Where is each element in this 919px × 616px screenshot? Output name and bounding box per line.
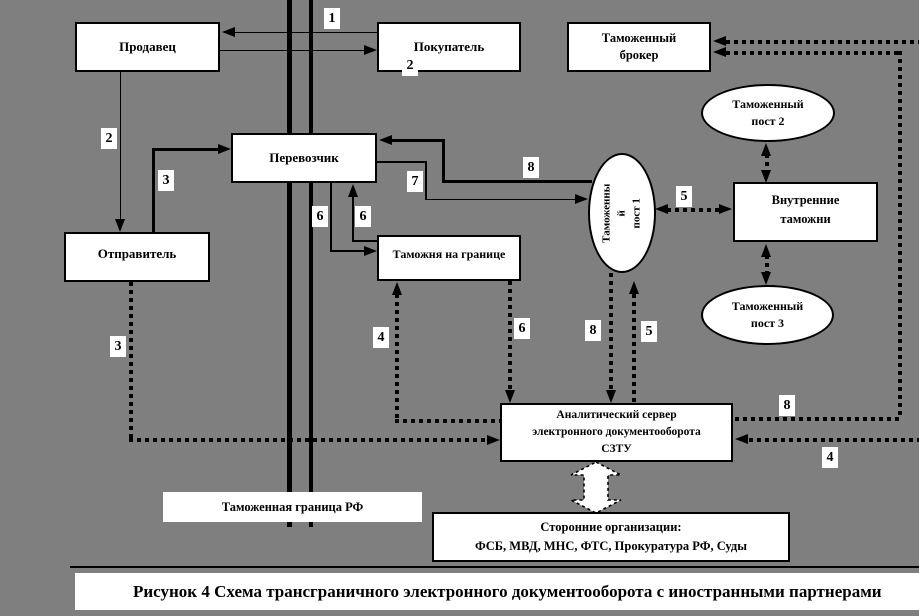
customs-post3-label-line1: Таможенный — [731, 299, 804, 314]
flow-line-3-horizontal — [152, 148, 219, 151]
customs-broker-label-line2: брокер — [619, 48, 659, 62]
customs-broker-box — [567, 22, 711, 72]
buyer-label: Покупатель — [413, 39, 485, 55]
arrowhead-left — [222, 27, 235, 37]
arrowhead-left — [655, 204, 668, 214]
third-parties-label-line2: ФСБ, МВД, МНС, ФТС, Прокуратура РФ, Суды — [475, 539, 747, 553]
broker-inbound-line-top — [726, 40, 919, 44]
arrowhead-right — [575, 194, 588, 204]
flow-line-3-vertical — [152, 150, 155, 232]
flow-line-1 — [234, 32, 377, 33]
flow-line-6a-vertical — [330, 183, 332, 252]
customs-post1-label-line1: Таможенны — [600, 183, 613, 243]
customs-post1-ellipse — [588, 153, 656, 273]
arrowhead-left — [713, 47, 726, 57]
flow-line-7-c — [425, 199, 578, 200]
arrowhead-left — [735, 434, 748, 444]
arrowhead-left — [713, 36, 726, 46]
broker-server-line-horizontal-bottom — [735, 417, 902, 421]
internal-customs-label-line2: таможни — [780, 211, 831, 226]
edge-label-6c: 6 — [514, 318, 530, 339]
arrowhead-down — [761, 272, 771, 285]
doc-line-4-vertical — [395, 294, 399, 421]
arrowhead-right — [364, 246, 377, 256]
server-inbound-line-right — [749, 438, 919, 442]
arrowhead-left — [379, 135, 392, 145]
flow-line-6b-vertical — [352, 195, 354, 242]
edge-label-5a: 5 — [676, 186, 692, 207]
doc-line-4-horizontal — [395, 419, 500, 423]
arrowhead-right — [487, 435, 500, 445]
doc-line-8-vertical — [609, 273, 613, 392]
flow-line-8-b — [442, 139, 445, 183]
customs-post2-label-line2: пост 2 — [751, 114, 785, 128]
flow-line-7-a — [377, 161, 427, 163]
customs-post3-ellipse — [701, 285, 834, 345]
doc-line-3-horizontal — [129, 438, 487, 442]
sender-box — [64, 232, 210, 282]
broker-server-line-vertical — [898, 51, 902, 419]
customs-border-label-text: Таможенная граница РФ — [221, 499, 364, 514]
buyer-box — [377, 22, 521, 72]
edge-label-7: 7 — [407, 171, 423, 192]
customs-post1-label-line2: й — [615, 209, 628, 217]
flow-line-7-b — [425, 161, 427, 200]
customs-border-label — [163, 492, 422, 522]
carrier-label: Перевозчик — [269, 150, 339, 166]
doc-line-5-horizontal — [667, 208, 720, 212]
border-customs-box — [377, 235, 521, 281]
third-parties-box — [432, 512, 790, 562]
flow-line-2-top — [220, 50, 366, 51]
arrowhead-down — [505, 390, 515, 403]
analytics-server-label-line3: СЗТУ — [601, 442, 632, 455]
bulk-exchange-arrow — [565, 461, 627, 514]
internal-customs-box — [733, 182, 878, 242]
customs-post1-label — [600, 183, 645, 242]
flow-line-6b-horizontal — [352, 240, 377, 242]
doc-line-6-vertical — [508, 281, 512, 392]
edge-label-2a: 2 — [402, 55, 418, 76]
edge-label-5b: 5 — [641, 321, 657, 342]
edge-label-8a: 8 — [523, 157, 539, 178]
flow-line-8-a — [391, 139, 445, 142]
customs-post3-label-line2: пост 3 — [750, 316, 785, 330]
customs-border-line-right — [309, 0, 313, 527]
edge-label-8c: 8 — [779, 395, 795, 416]
analytics-server-label-line1: Аналитический сервер — [556, 409, 677, 422]
customs-post2-ellipse — [701, 84, 835, 142]
seller-box — [75, 22, 220, 72]
edge-label-1: 1 — [324, 8, 340, 29]
arrowhead-up — [392, 282, 402, 295]
border-customs-label: Таможня на границе — [392, 247, 506, 261]
broker-server-line-horizontal-top — [726, 51, 902, 55]
edge-label-4a: 4 — [373, 327, 389, 348]
flow-line-2-left — [120, 72, 121, 220]
edge-label-6b: 6 — [355, 206, 371, 227]
carrier-box — [231, 133, 377, 183]
figure-caption: Рисунок 4 Схема трансграничного электронного документооборота с иностранными партнерами — [75, 573, 919, 610]
analytics-server-label-line2: электронного документооборота — [532, 426, 701, 439]
doc-line-5-vertical — [632, 294, 636, 403]
flow-line-8-c — [442, 180, 592, 183]
edge-label-4b: 4 — [822, 447, 838, 468]
arrowhead-right — [218, 144, 231, 154]
edge-label-3a: 3 — [158, 170, 174, 191]
internal-customs-label-line1: Внутренние — [771, 193, 840, 207]
arrowhead-right — [364, 45, 377, 55]
third-parties-label-line1: Сторонние организации: — [540, 519, 682, 534]
edge-label-2b: 2 — [101, 128, 117, 149]
analytics-server-box — [500, 403, 733, 462]
customs-border-line-left — [287, 0, 292, 527]
caption-divider — [70, 566, 919, 568]
flow-line-6a-horizontal — [330, 250, 365, 252]
customs-post1-label-line3: пост 1 — [630, 197, 643, 229]
seller-label: Продавец — [119, 39, 176, 55]
arrowhead-up — [761, 143, 771, 156]
arrowhead-down — [606, 390, 616, 403]
customs-post2-label-line1: Таможенный — [732, 97, 804, 112]
arrowhead-down — [115, 219, 125, 232]
doc-line-3-vertical — [129, 282, 133, 441]
arrowhead-right — [719, 204, 732, 214]
edge-label-8b: 8 — [585, 320, 601, 341]
edge-label-3b: 3 — [110, 336, 126, 357]
post3-link-line — [765, 255, 769, 273]
arrowhead-up — [761, 244, 771, 257]
arrowhead-up — [629, 281, 639, 294]
edge-label-6a: 6 — [312, 206, 328, 227]
customs-broker-label-line1: Таможенный — [601, 30, 677, 45]
sender-label: Отправитель — [97, 246, 177, 261]
arrowhead-up — [348, 184, 358, 197]
